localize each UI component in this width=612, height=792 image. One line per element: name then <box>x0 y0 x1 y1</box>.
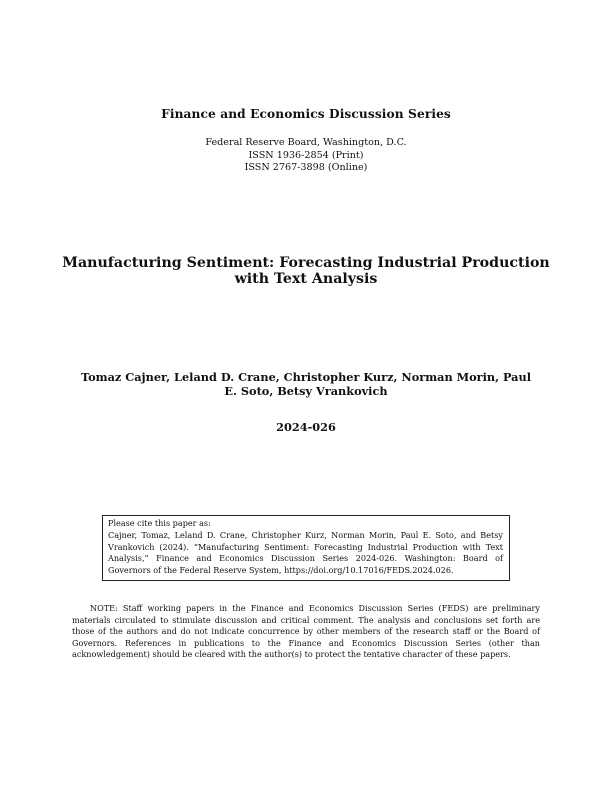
paper-authors: Tomaz Cajner, Leland D. Crane, Christopher Kurz, Norman Morin, Paul E. Soto, Betsy Vrankovich <box>80 370 531 398</box>
citation-box <box>102 515 510 581</box>
series-title: Finance and Economics Discussion Series <box>161 107 451 121</box>
disclaimer-note: NOTE: Staff working papers in the Finance and Economics Discussion Series (FEDS) are preliminary materials circulated to stimulate discussion and critical comment. The analysis and conclusions set forth are those of the authors and do not indicate concurrence by other members of the research staff or the Board of Governors. References in publications to the Finance and Economics Discussion Series (other than acknowledgement) should be cleared with the author(s) to protect the tentative character of these papers. <box>72 603 540 660</box>
issn-print: ISSN 1936-2854 (Print) <box>248 149 364 161</box>
publisher-line: Federal Reserve Board, Washington, D.C. <box>205 137 407 148</box>
publisher-info <box>0 137 612 175</box>
citation-intro: Please cite this paper as: <box>108 518 211 528</box>
paper-title: Manufacturing Sentiment: Forecasting Industrial Production with Text Analysis <box>62 255 550 287</box>
citation-text: Cajner, Tomaz, Leland D. Crane, Christopher Kurz, Norman Morin, Paul E. Soto, and Betsy Vrankovich (2024). “Manufacturing Sentiment: Forecasting Industrial Production with Text Analysis,” Finance and Economics Discussion Series 2024-026. Washington: Board of Governors of the Federal Reserve System, https://doi.org/10.17016/FEDS.2024.026. <box>108 529 503 576</box>
issn-online: ISSN 2767-3898 (Online) <box>244 162 368 173</box>
paper-number: 2024-026 <box>276 420 336 434</box>
